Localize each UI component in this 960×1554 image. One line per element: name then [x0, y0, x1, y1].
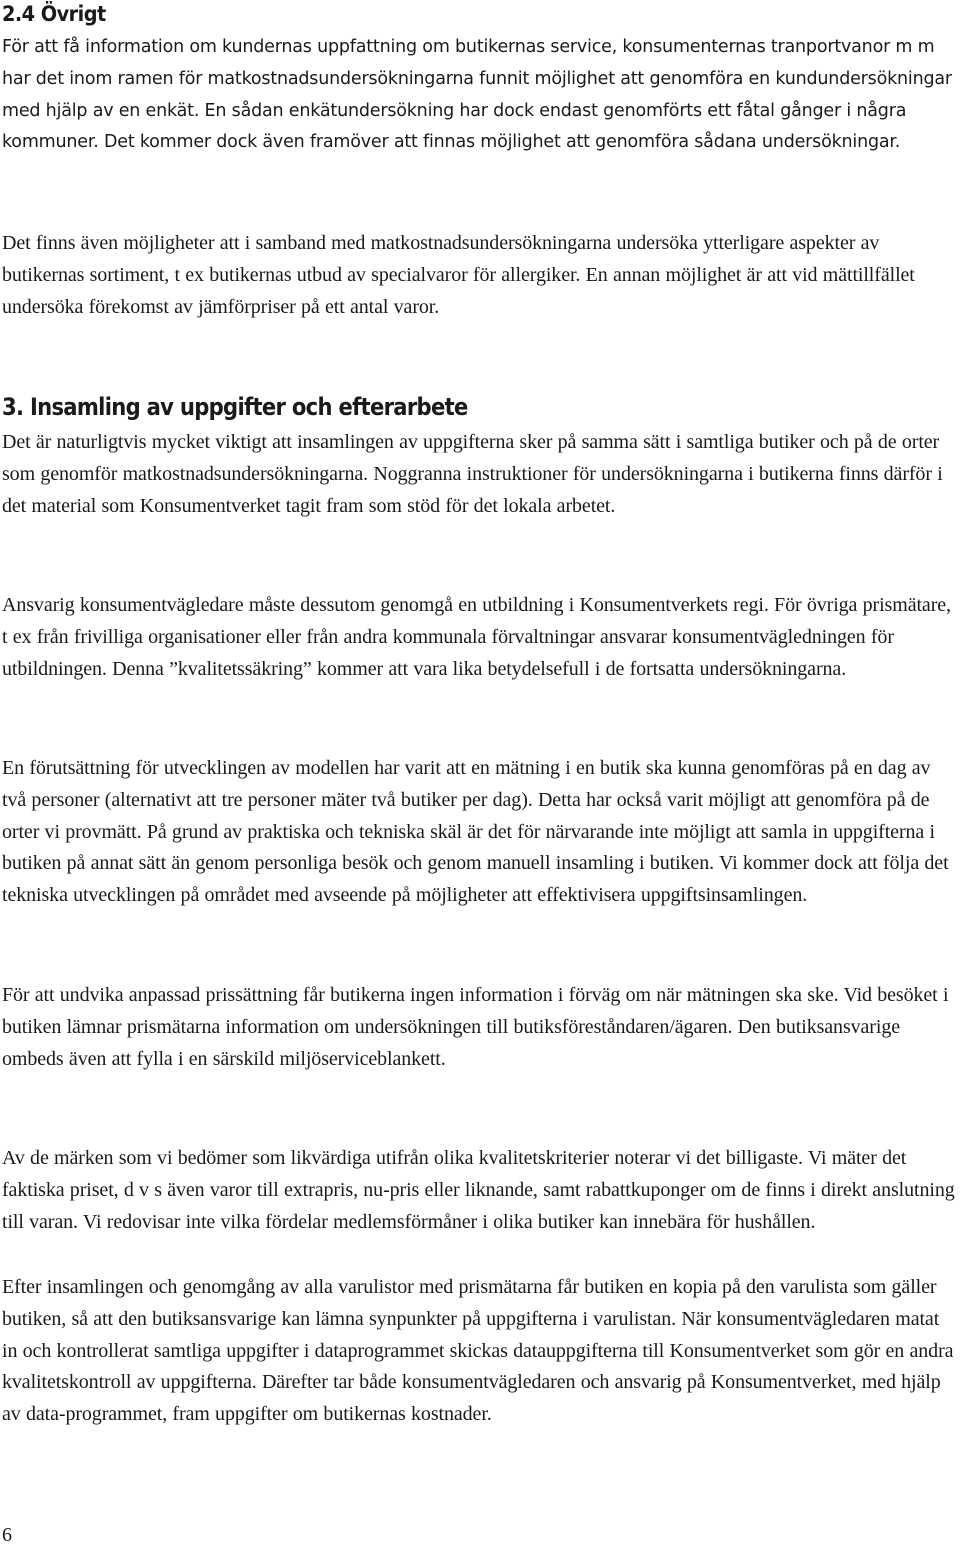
section-3-paragraph-3: En förutsättning för utvecklingen av modellen har varit att en mätning i en butik ska kunna genomföras på en dag av två personer (alternativt att tre personer mäter två butiker per dag). Detta har också varit möjligt att genomföra på de orter vi provmätt. På grund av praktiska och tekniska skäl är det för närvarande inte möjligt att samla in uppgifterna i butiken på annat sätt än genom personliga besök och genom manuell insamling i butiken. Vi kommer dock att följa det tekniska utvecklingen på området med avseende på möjligheter att effektivisera uppgiftsinsamlingen. — [2, 757, 949, 907]
section-3-paragraph-5: Av de märken som vi bedömer som likvärdiga utifrån olika kvalitetskriterier noterar vi det billigaste. Vi mäter det faktiska priset, d v s även varor till extrapris, nu-pris eller liknande, samt rabattkuponger om de finns i direkt anslutning till varan. Vi redovisar inte vilka fördelar medlemsförmåner i olika butiker kan innebära för hushållen. — [2, 1147, 955, 1233]
page-number: 6 — [2, 1524, 12, 1546]
section-2-4-paragraph-1: För att få information om kundernas uppfattning om butikernas service, konsumenternas tranportvanor m m har det inom ramen för matkostnadsundersökningarna funnit möjlighet att genomföra en kundundersökningar med hjälp av en enkät. En sådan enkätundersökning har dock endast genomförts ett fåtal gånger i några kommuner. Det kommer dock även framöver att finnas möjlighet att genomföra sådana undersökningar. — [2, 37, 952, 153]
section-heading-3: 3. Insamling av uppgifter och efterarbete — [2, 393, 468, 421]
section-3-paragraph-4: För att undvika anpassad prissättning får butikerna ingen information i förväg om när mätningen ska ske. Vid besöket i butiken lämnar prismätarna information om undersökningen till butiksföreståndaren/ägaren. Den butiksansvarige ombeds även att fylla i en särskild miljöserviceblankett. — [2, 984, 949, 1070]
section-3-paragraph-1: Det är naturligtvis mycket viktigt att insamlingen av uppgifterna sker på samma sätt i samtliga butiker och på de orter som genomför matkostnadsundersökningarna. Noggranna instruktioner för undersökningarna i butikerna finns därför i det material som Konsumentverket tagit fram som stöd för det lokala arbetet. — [2, 431, 943, 517]
section-3-paragraph-2: Ansvarig konsumentvägledare måste dessutom genomgå en utbildning i Konsumentverkets regi. För övriga prismätare, t ex från frivilliga organisationer eller från andra kommunala förvaltningar ansvarar konsumentvägledningen för utbildningen. Denna ”kvalitetssäkring” kommer att vara lika betydelsefull i de fortsatta undersökningarna. — [2, 594, 951, 680]
section-3-paragraph-6: Efter insamlingen och genomgång av alla varulistor med prismätarna får butiken en kopia på den varulista som gäller butiken, så att den butiksansvarige kan lämna synpunkter på uppgifterna i varulistan. När konsumentvägledaren matat in och kontrollerat samtliga uppgifter i dataprogrammet skickas datauppgifterna till Konsumentverket som gör en andra kvalitetskontroll av uppgifterna. Därefter tar både konsumentvägledaren och ansvarig på Konsumentverket, med hjälp av data-programmet, fram uppgifter om butikernas kostnader. — [2, 1276, 954, 1426]
section-2-4-paragraph-2: Det finns även möjligheter att i samband med matkostnadsundersökningarna undersöka ytterligare aspekter av butikernas sortiment, t ex butikernas utbud av specialvaror för allergiker. En annan möjlighet är att vid mättillfället undersöka förekomst av jämförpriser på ett antal varor. — [2, 232, 915, 318]
section-heading-2-4: 2.4 Övrigt — [2, 2, 106, 26]
